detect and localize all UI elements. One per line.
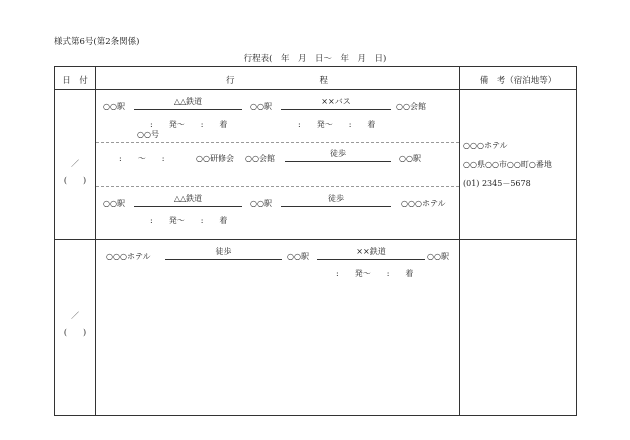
route-label: 徒歩 xyxy=(328,194,344,203)
time-range: : 発～ : 着 xyxy=(336,269,414,278)
dashed-separator xyxy=(96,186,459,187)
day1-date-slash: ／ xyxy=(71,159,79,168)
place-label: ○○駅 xyxy=(427,252,449,261)
time-range: : 発～ : 着 xyxy=(298,120,376,129)
place-label: ○○駅 xyxy=(103,199,125,208)
route-line xyxy=(134,109,242,110)
route-line xyxy=(281,109,391,110)
remarks-address: ○○県○○市○○町○番地 xyxy=(463,160,552,169)
place-label: ○○○ホテル xyxy=(106,252,151,261)
remarks-hotel: ○○○ホテル xyxy=(463,141,508,150)
route-line xyxy=(165,259,282,260)
place-label: ○○会館 xyxy=(396,102,426,111)
place-label: ○○駅 xyxy=(103,102,125,111)
route-label: 徒歩 xyxy=(330,149,346,158)
day1-date-paren: ( ) xyxy=(63,176,87,185)
header-remarks: 備 考（宿泊地等） xyxy=(479,76,557,86)
route-line xyxy=(134,206,242,207)
document-title: 行程表( 年 月 日～ 年 月 日) xyxy=(243,54,387,64)
route-label: 徒歩 xyxy=(215,247,232,256)
route-label: △△鉄道 xyxy=(173,194,203,203)
route-line xyxy=(281,206,391,207)
place-label: ○○会館 xyxy=(245,154,275,163)
day2-date-paren: ( ) xyxy=(63,328,87,337)
place-label: ○○駅 xyxy=(399,154,421,163)
route-line xyxy=(317,259,425,260)
route-label: △△鉄道 xyxy=(173,97,203,106)
route-label: ××バス xyxy=(321,97,351,106)
service-number: ○○号 xyxy=(137,130,159,139)
route-line xyxy=(285,161,391,162)
place-label: ○○研修会 xyxy=(196,154,234,163)
place-label: ○○○ホテル xyxy=(401,199,446,208)
header-date: 日 付 xyxy=(62,76,88,86)
day-divider xyxy=(55,239,576,240)
time-range: : 発～ : 着 xyxy=(150,120,228,129)
header-itinerary: 行 程 xyxy=(225,76,328,86)
place-label: ○○駅 xyxy=(250,199,272,208)
place-label: ○○駅 xyxy=(250,102,272,111)
remarks-phone: (01) 2345－5678 xyxy=(463,179,531,188)
column-divider-remarks xyxy=(459,67,460,415)
time-range: : ～ : xyxy=(119,154,165,163)
day2-date-slash: ／ xyxy=(71,311,79,320)
column-divider-date xyxy=(95,67,96,415)
place-label: ○○駅 xyxy=(287,252,309,261)
dashed-separator xyxy=(96,142,459,143)
route-label: ××鉄道 xyxy=(356,247,386,256)
itinerary-table xyxy=(54,66,577,416)
header-divider xyxy=(55,89,576,90)
time-range: : 発～ : 着 xyxy=(150,216,228,225)
form-number: 様式第6号(第2条関係) xyxy=(54,37,140,47)
